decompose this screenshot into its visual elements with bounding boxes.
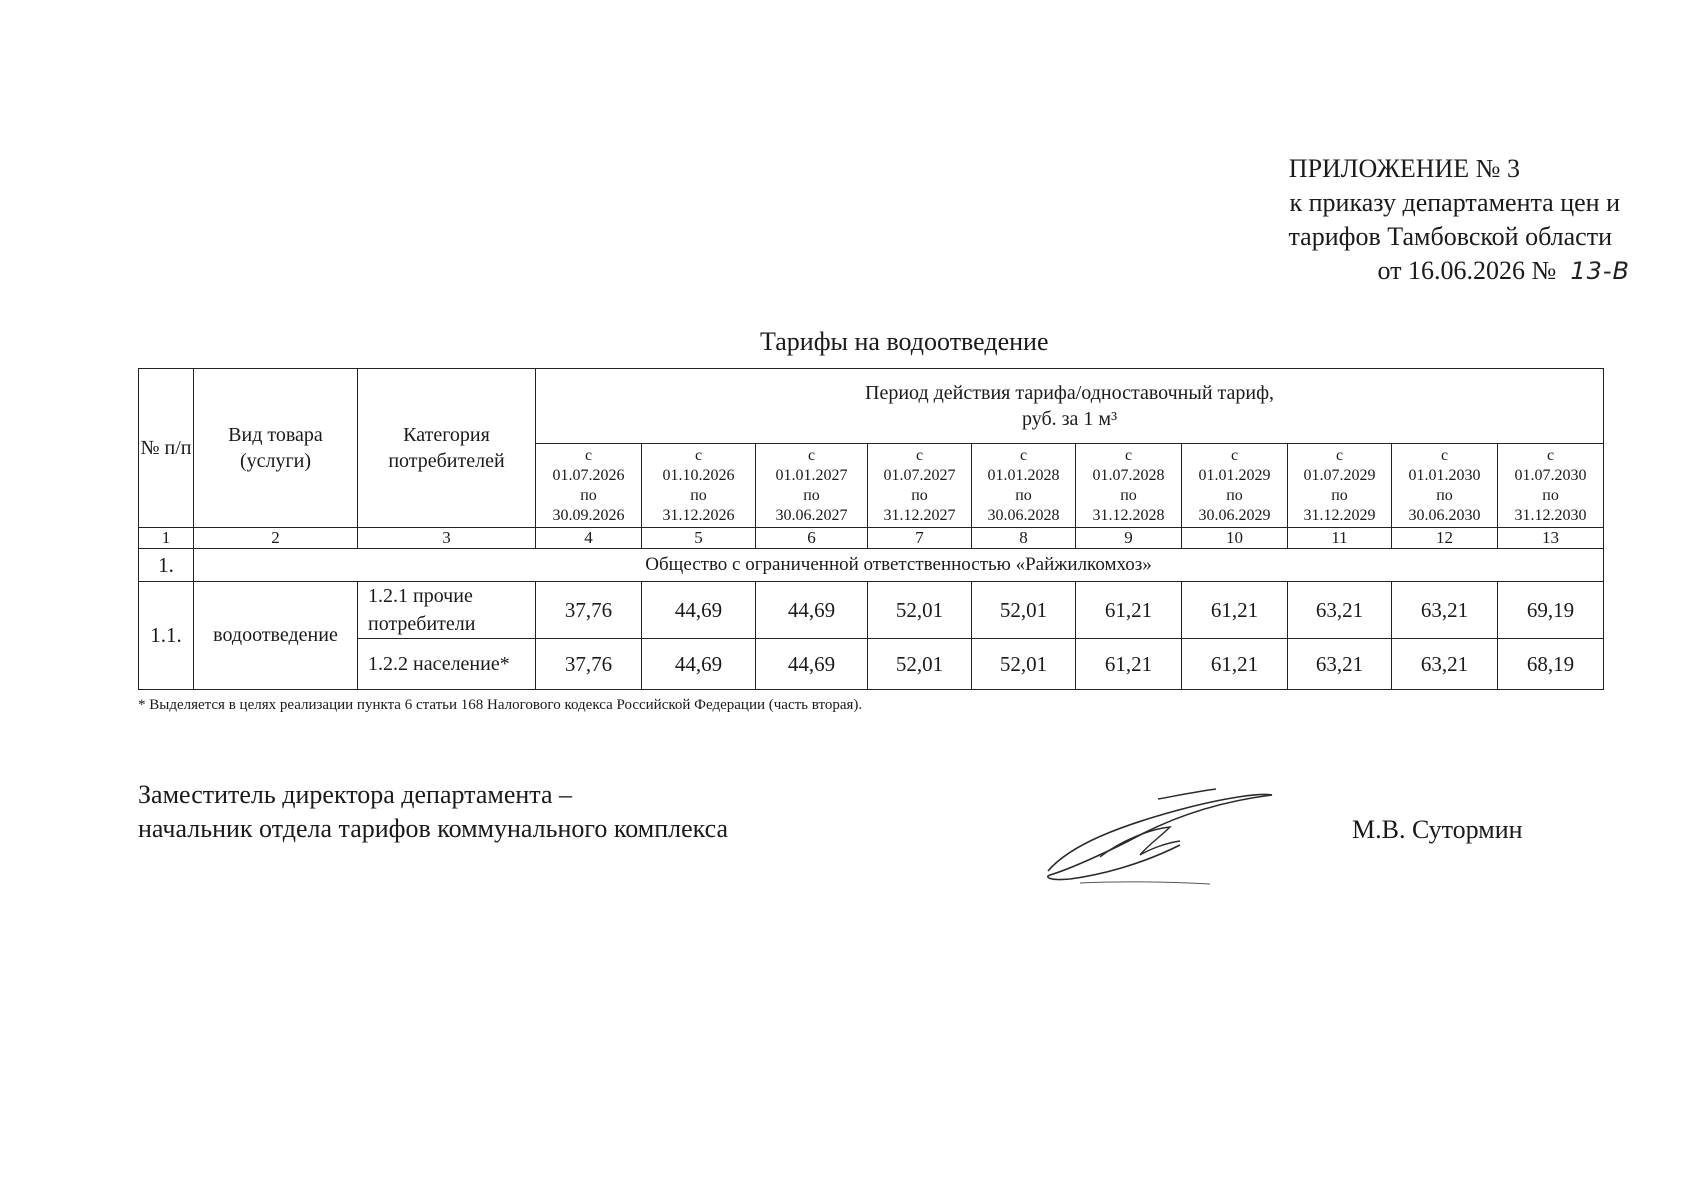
period-cell: с 01.10.2026 по 31.12.2026 — [642, 444, 756, 528]
period-title: Период действия тарифа/одноставочный тариф, — [865, 382, 1275, 404]
column-number: 4 — [536, 528, 642, 549]
handwritten-order-number: 13-В — [1570, 257, 1630, 285]
table-title: Тарифы на водоотведение — [760, 327, 1049, 356]
tariff-value: 63,21 — [1392, 582, 1498, 639]
period-cell: с 01.07.2028 по 31.12.2028 — [1076, 444, 1182, 528]
tariff-value: 61,21 — [1182, 639, 1288, 690]
tariff-value: 61,21 — [1182, 582, 1288, 639]
period-cell: с 01.07.2027 по 31.12.2027 — [868, 444, 972, 528]
category-cell: 1.2.2 население* — [358, 639, 536, 690]
header-num: № п/п — [139, 369, 194, 528]
column-number: 5 — [642, 528, 756, 549]
service-name: водоотведение — [194, 582, 358, 690]
appendix-line-department: тарифов Тамбовской области — [1288, 222, 1612, 251]
period-cell: с 01.07.2030 по 31.12.2030 — [1498, 444, 1604, 528]
tariff-value: 37,76 — [536, 639, 642, 690]
column-number: 8 — [972, 528, 1076, 549]
period-unit: руб. за 1 м³ — [1021, 408, 1118, 430]
period-cell: с 01.01.2029 по 30.06.2029 — [1182, 444, 1288, 528]
column-number: 6 — [756, 528, 868, 549]
appendix-line-date — [1210, 254, 1630, 288]
column-number: 9 — [1076, 528, 1182, 549]
signer-title-line1: Заместитель директора департамента – — [138, 780, 573, 809]
tariff-value: 44,69 — [756, 639, 868, 690]
tariff-value: 69,19 — [1498, 582, 1604, 639]
signer-title — [138, 778, 728, 846]
signer-name: М.В. Сутормин — [1352, 815, 1523, 844]
header-period — [536, 369, 1604, 444]
period-cell: с 01.01.2030 по 30.06.2030 — [1392, 444, 1498, 528]
tariff-value: 68,19 — [1498, 639, 1604, 690]
column-number-row — [139, 528, 1604, 549]
tariff-value: 63,21 — [1392, 639, 1498, 690]
signer-title-line2: начальник отдела тарифов коммунального комплекса — [138, 814, 729, 843]
column-number: 11 — [1288, 528, 1392, 549]
column-number: 13 — [1498, 528, 1604, 549]
tariff-value: 52,01 — [972, 639, 1076, 690]
tariff-value: 52,01 — [972, 582, 1076, 639]
header-category: Категория потребителей — [358, 369, 536, 528]
period-cell: с 01.07.2026 по 30.09.2026 — [536, 444, 642, 528]
column-number: 7 — [868, 528, 972, 549]
tariff-value: 44,69 — [642, 639, 756, 690]
tariff-value: 63,21 — [1288, 639, 1392, 690]
column-number: 3 — [358, 528, 536, 549]
period-cell: с 01.01.2027 по 30.06.2027 — [756, 444, 868, 528]
header-service: Вид товара (услуги) — [194, 369, 358, 528]
footnote: * Выделяется в целях реализации пункта 6 статьи 168 Налогового кодекса Российской Федерации (часть вторая). — [138, 697, 863, 713]
tariff-value: 52,01 — [868, 639, 972, 690]
org-name: Общество с ограниченной ответственностью «Райжилкомхоз» — [194, 549, 1604, 582]
column-number: 10 — [1182, 528, 1288, 549]
tariff-value: 61,21 — [1076, 582, 1182, 639]
appendix-date: от 16.06.2026 № — [1377, 256, 1557, 285]
column-number: 1 — [139, 528, 194, 549]
tariff-value: 63,21 — [1288, 582, 1392, 639]
period-cell: с 01.07.2029 по 31.12.2029 — [1288, 444, 1392, 528]
category-cell: 1.2.1 прочие потребители — [358, 582, 536, 639]
tariff-value: 37,76 — [536, 582, 642, 639]
org-row — [139, 549, 1604, 582]
appendix-title: ПРИЛОЖЕНИЕ № 3 — [1288, 154, 1520, 183]
column-number: 12 — [1392, 528, 1498, 549]
tariff-value: 61,21 — [1076, 639, 1182, 690]
signature — [1040, 785, 1280, 885]
appendix-header — [1210, 152, 1630, 288]
tariff-value: 52,01 — [868, 582, 972, 639]
tariffs-table — [138, 368, 1604, 690]
header-row-top — [139, 369, 1604, 444]
appendix-line-order: к приказу департамента цен и — [1289, 188, 1620, 217]
tariff-value: 44,69 — [642, 582, 756, 639]
table-row — [139, 582, 1604, 639]
org-row-number: 1. — [139, 549, 194, 582]
service-row-number: 1.1. — [139, 582, 194, 690]
period-cell: с 01.01.2028 по 30.06.2028 — [972, 444, 1076, 528]
tariff-value: 44,69 — [756, 582, 868, 639]
table-row — [139, 639, 1604, 690]
column-number: 2 — [194, 528, 358, 549]
